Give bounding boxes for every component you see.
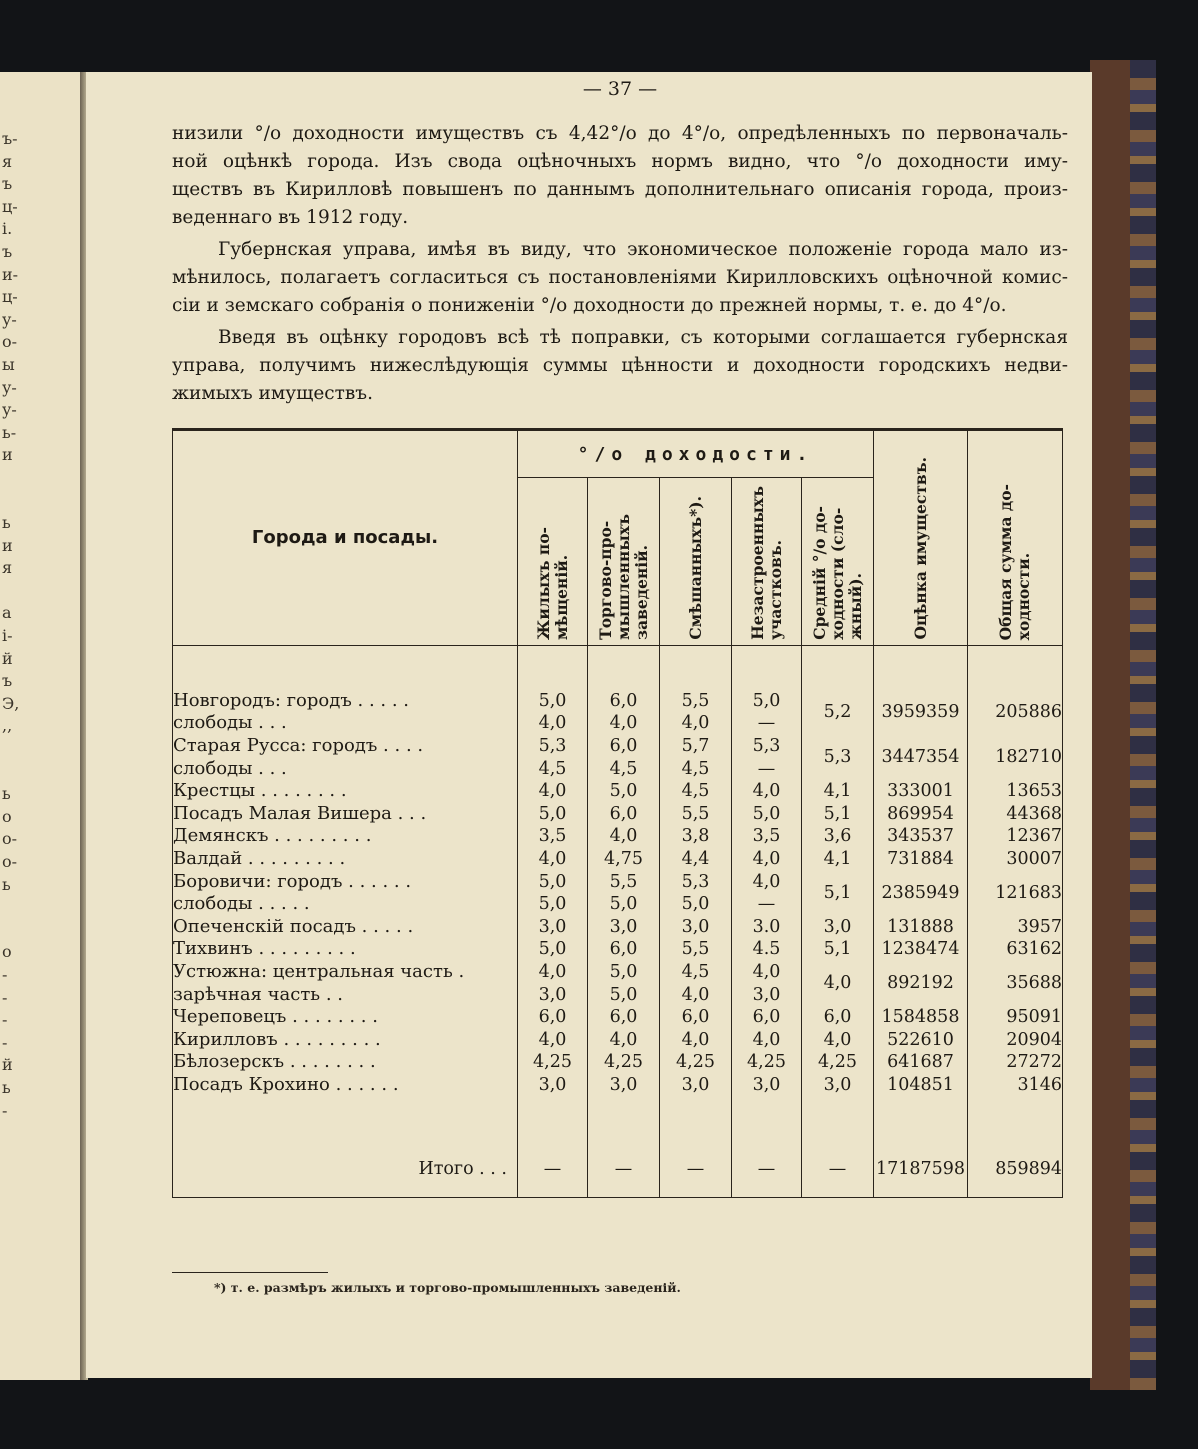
town-name: Демянскъ . . . . . . . . .	[173, 825, 518, 848]
percent-cell: 6,0	[732, 1006, 802, 1029]
average-cell: 3,0	[802, 916, 874, 939]
percent-cell: 4,0	[518, 712, 588, 735]
margin-fragment: ъ-	[2, 129, 18, 148]
estimate-cell: 3959359	[874, 690, 968, 735]
town-name: Посадъ Малая Вишера . . .	[173, 803, 518, 826]
table-row	[173, 848, 1063, 871]
margin-fragment: о	[2, 806, 12, 826]
margin-fragment: -	[2, 987, 8, 1007]
margin-fragment: у-	[2, 309, 17, 329]
percent-cell: 4,25	[732, 1051, 802, 1074]
percent-cell: 5,0	[518, 871, 588, 894]
percent-cell: 4,75	[588, 848, 660, 871]
table-row	[173, 1074, 1063, 1097]
estimate-cell: 731884	[874, 848, 968, 871]
margin-fragment: ъ	[2, 174, 13, 194]
percent-cell: 5,0	[588, 893, 660, 916]
average-cell: 5,1	[802, 871, 874, 916]
town-name: Опеченскій посадъ . . . . .	[173, 916, 518, 939]
percent-cell: 4,5	[660, 961, 732, 984]
total-income-cell: 205886	[968, 690, 1063, 735]
estimate-cell: 892192	[874, 961, 968, 1006]
margin-fragment: ц-	[2, 196, 18, 216]
percent-cell: 6,0	[588, 735, 660, 758]
header-estimate: Оцѣнка имуществъ.	[874, 430, 968, 646]
percent-cell: 4,0	[732, 961, 802, 984]
margin-fragment: ь	[2, 513, 11, 533]
footnote: *) т. е. размѣръ жилыхъ и торгово-промышленныхъ заведеній.	[214, 1280, 681, 1295]
margin-fragment: -	[2, 1100, 8, 1120]
average-cell: 3,0	[802, 1074, 874, 1097]
percent-cell: 3,0	[588, 1074, 660, 1097]
percent-cell: 4,0	[732, 848, 802, 871]
percent-cell: 4,4	[660, 848, 732, 871]
margin-fragment: я	[2, 151, 13, 171]
town-name: Посадъ Крохино . . . . . .	[173, 1074, 518, 1097]
percent-cell: 4,0	[660, 712, 732, 735]
estimate-cell: 641687	[874, 1051, 968, 1074]
average-cell: 4,1	[802, 848, 874, 871]
percent-cell: 6,0	[588, 690, 660, 713]
percent-cell: 5,3	[732, 735, 802, 758]
total-dash: —	[660, 1141, 732, 1198]
percent-cell: —	[732, 893, 802, 916]
margin-fragment: -	[2, 1010, 8, 1030]
percent-cell: 5,0	[732, 803, 802, 826]
percent-cell: 5,0	[588, 961, 660, 984]
table-row	[173, 690, 1063, 713]
paragraph-line: ществъ въ Кирилловѣ повышенъ по даннымъ дополнительнаго описанія города, произ-	[172, 179, 1068, 200]
header-mixed: Смѣшанныхъ*).	[660, 478, 732, 646]
margin-fragment: ,,	[2, 716, 13, 736]
percent-cell: 3,0	[518, 1074, 588, 1097]
percent-cell: 3,0	[732, 984, 802, 1007]
total-income-cell: 35688	[968, 961, 1063, 1006]
page-number: — 37 —	[582, 78, 658, 100]
table-row	[173, 916, 1063, 939]
town-name: Новгородъ: городъ . . . . .	[173, 690, 518, 713]
margin-fragment: -	[2, 964, 8, 984]
margin-fragment: ъ	[2, 671, 13, 691]
margin-fragment: й	[2, 1055, 13, 1075]
left-page-edge	[0, 72, 82, 1380]
margin-fragment: ь	[2, 1077, 11, 1097]
paragraph-3	[172, 324, 1068, 408]
estimate-cell: 869954	[874, 803, 968, 826]
percent-cell: 6,0	[660, 1006, 732, 1029]
percent-cell: 5,0	[588, 780, 660, 803]
paragraph-1	[172, 120, 1068, 232]
income-table	[172, 428, 1063, 1198]
percent-cell: 4,0	[518, 961, 588, 984]
percent-cell: 3,0	[660, 1074, 732, 1097]
table-row	[173, 1051, 1063, 1074]
percent-cell: 6,0	[588, 1006, 660, 1029]
total-income-cell: 3146	[968, 1074, 1063, 1097]
margin-fragment: і-	[2, 626, 13, 646]
margin-fragment	[2, 761, 22, 784]
percent-cell: 3,5	[518, 825, 588, 848]
margin-fragment: у-	[2, 400, 17, 420]
total-income-cell: 13653	[968, 780, 1063, 803]
percent-cell: 3,8	[660, 825, 732, 848]
percent-cell: 4,5	[660, 758, 732, 781]
average-cell: 6,0	[802, 1006, 874, 1029]
percent-cell: 5,0	[660, 893, 732, 916]
average-cell: 4,0	[802, 961, 874, 1006]
percent-cell: —	[732, 758, 802, 781]
margin-fragment: ц-	[2, 287, 18, 307]
average-cell: 4,0	[802, 1029, 874, 1052]
percent-cell: 4,0	[732, 1029, 802, 1052]
margin-fragment: а	[2, 603, 12, 623]
margin-fragment	[2, 919, 22, 942]
total-row	[173, 1141, 1063, 1198]
percent-cell: 4,0	[518, 848, 588, 871]
percent-cell: 6,0	[518, 1006, 588, 1029]
margin-fragment: ь	[2, 874, 11, 894]
paragraph-line: Введя въ оцѣнку городовъ всѣ тѣ поправки, съ которыми соглашается губернская	[218, 327, 1068, 348]
percent-cell: 4,0	[660, 984, 732, 1007]
percent-cell: 4,5	[518, 758, 588, 781]
left-page-margin-text	[2, 128, 22, 1122]
margin-fragment: й	[2, 648, 13, 668]
estimate-cell: 131888	[874, 916, 968, 939]
percent-cell: 5,5	[660, 803, 732, 826]
town-name: Устюжна: центральная часть .	[173, 961, 518, 984]
header-residential: Жилыхъ по- мѣщеній.	[518, 478, 588, 646]
total-income-cell: 3957	[968, 916, 1063, 939]
total-income-cell: 20904	[968, 1029, 1063, 1052]
margin-fragment: и	[2, 535, 13, 555]
margin-fragment	[2, 738, 22, 761]
margin-fragment	[2, 580, 22, 603]
estimate-cell: 104851	[874, 1074, 968, 1097]
margin-fragment: і.	[2, 219, 13, 239]
percent-cell: 4,0	[660, 1029, 732, 1052]
percent-cell: 4,0	[588, 1029, 660, 1052]
table-row	[173, 780, 1063, 803]
header-towns: Города и посады.	[173, 430, 518, 646]
total-dash: —	[588, 1141, 660, 1198]
average-cell: 4,1	[802, 780, 874, 803]
town-name: Кирилловъ . . . . . . . . .	[173, 1029, 518, 1052]
header-vacant: Незастроенныхъ участковъ.	[732, 478, 802, 646]
margin-fragment: о-	[2, 829, 18, 849]
percent-cell: 5,5	[660, 690, 732, 713]
estimate-cell: 1238474	[874, 938, 968, 961]
average-cell: 5,2	[802, 690, 874, 735]
percent-cell: 5,0	[518, 690, 588, 713]
table-row	[173, 938, 1063, 961]
percent-cell: 5,3	[518, 735, 588, 758]
percent-cell: 5,0	[518, 803, 588, 826]
percent-cell: 5,5	[660, 938, 732, 961]
percent-cell: 4,5	[660, 780, 732, 803]
estimate-cell: 1584858	[874, 1006, 968, 1029]
percent-cell: 4,0	[518, 780, 588, 803]
table-row	[173, 803, 1063, 826]
town-name: Валдай . . . . . . . . .	[173, 848, 518, 871]
percent-cell: 4.5	[732, 938, 802, 961]
margin-fragment: ъ	[2, 241, 13, 261]
percent-cell: 3,0	[518, 916, 588, 939]
percent-cell: 6,0	[588, 938, 660, 961]
table-row	[173, 1029, 1063, 1052]
town-name: слободы . . .	[173, 758, 518, 781]
paragraph-line: Губернская управа, имѣя въ виду, что экономическое положеніе города мало из-	[218, 239, 1068, 260]
margin-fragment: -	[2, 1032, 8, 1052]
percent-cell: 5,0	[518, 938, 588, 961]
paragraph-line: веденнаго въ 1912 году.	[172, 207, 409, 228]
margin-fragment: Э,	[2, 693, 20, 713]
percent-cell: 4,25	[518, 1051, 588, 1074]
paragraph-line: сіи и земскаго собранія о пониженіи °/о доходности до прежней нормы, т. е. до 4°/о.	[172, 295, 1007, 316]
paragraph-line: ной оцѣнкѣ города. Изъ свода оцѣночныхъ нормъ видно, что °/о доходности иму-	[172, 151, 1068, 172]
estimate-cell: 3447354	[874, 735, 968, 780]
total-dash: —	[732, 1141, 802, 1198]
header-commercial: Торгово-про- мышленныхъ заведеній.	[588, 478, 660, 646]
percent-cell: 3,0	[588, 916, 660, 939]
percent-cell: 6,0	[588, 803, 660, 826]
average-cell: 5,1	[802, 938, 874, 961]
town-name: слободы . . . . .	[173, 893, 518, 916]
town-name: зарѣчная часть . .	[173, 984, 518, 1007]
average-cell: 3,6	[802, 825, 874, 848]
percent-cell: 3,0	[732, 1074, 802, 1097]
estimate-cell: 2385949	[874, 871, 968, 916]
total-income-cell: 63162	[968, 938, 1063, 961]
town-name: Старая Русса: городъ . . . .	[173, 735, 518, 758]
percent-cell: 3,5	[732, 825, 802, 848]
percent-cell: 4,0	[588, 825, 660, 848]
percent-cell: 4,5	[588, 758, 660, 781]
percent-cell: 5,3	[660, 871, 732, 894]
town-name: Череповецъ . . . . . . . .	[173, 1006, 518, 1029]
paragraph-line: низили °/о доходности имуществъ съ 4,42°/о до 4°/о, опредѣленныхъ по первоначаль-	[172, 123, 1068, 144]
total-income-cell: 12367	[968, 825, 1063, 848]
margin-fragment	[2, 490, 22, 513]
total-income-cell: 30007	[968, 848, 1063, 871]
paragraph-2	[172, 236, 1068, 320]
table-row	[173, 735, 1063, 758]
total-dash: —	[518, 1141, 588, 1198]
total-income-cell: 44368	[968, 803, 1063, 826]
margin-fragment: о	[2, 942, 12, 962]
margin-fragment: ь-	[2, 422, 17, 442]
margin-fragment: я	[2, 558, 13, 578]
total-income-cell: 121683	[968, 871, 1063, 916]
header-income-percent: °/о доходости.	[518, 430, 874, 478]
percent-cell: 5,7	[660, 735, 732, 758]
table-row	[173, 871, 1063, 894]
percent-cell: 4,0	[588, 712, 660, 735]
table-row	[173, 825, 1063, 848]
total-dash: —	[802, 1141, 874, 1198]
total-income: 859894	[968, 1141, 1063, 1198]
total-income-cell: 27272	[968, 1051, 1063, 1074]
margin-fragment: о-	[2, 852, 18, 871]
percent-cell: 5,0	[732, 690, 802, 713]
town-name: слободы . . .	[173, 712, 518, 735]
margin-fragment: и-	[2, 264, 19, 284]
percent-cell: 4,0	[518, 1029, 588, 1052]
percent-cell: 5,0	[588, 984, 660, 1007]
margin-fragment: у-	[2, 377, 17, 397]
percent-cell: —	[732, 712, 802, 735]
town-name: Боровичи: городъ . . . . . .	[173, 871, 518, 894]
average-cell: 4,25	[802, 1051, 874, 1074]
header-average: Средній °/о до- ходности (сло- жный).	[802, 478, 874, 646]
table-row	[173, 1006, 1063, 1029]
total-estimate: 17187598	[874, 1141, 968, 1198]
total-income-cell: 95091	[968, 1006, 1063, 1029]
town-name: Крестцы . . . . . . . .	[173, 780, 518, 803]
margin-fragment	[2, 467, 22, 490]
town-name: Тихвинъ . . . . . . . . .	[173, 938, 518, 961]
total-income-cell: 182710	[968, 735, 1063, 780]
percent-cell: 3,0	[660, 916, 732, 939]
margin-fragment: о-	[2, 332, 18, 352]
average-cell: 5,1	[802, 803, 874, 826]
margin-fragment: ь	[2, 784, 11, 804]
margin-fragment: ы	[2, 354, 15, 374]
margin-fragment	[2, 896, 22, 919]
table-row	[173, 961, 1063, 984]
estimate-cell: 343537	[874, 825, 968, 848]
estimate-cell: 522610	[874, 1029, 968, 1052]
percent-cell: 4,25	[660, 1051, 732, 1074]
town-name: Бѣлозерскъ . . . . . . . .	[173, 1051, 518, 1074]
percent-cell: 4,0	[732, 780, 802, 803]
percent-cell: 4,0	[732, 871, 802, 894]
margin-fragment: и	[2, 445, 13, 465]
footnote-rule	[172, 1272, 328, 1273]
average-cell: 5,3	[802, 735, 874, 780]
estimate-cell: 333001	[874, 780, 968, 803]
paragraph-line: жимыхъ имуществъ.	[172, 383, 373, 404]
percent-cell: 5,0	[518, 893, 588, 916]
percent-cell: 4,25	[588, 1051, 660, 1074]
header-total-income: Общая сумма до- ходности.	[968, 430, 1063, 646]
percent-cell: 5,5	[588, 871, 660, 894]
percent-cell: 3,0	[518, 984, 588, 1007]
paragraph-line: управа, получимъ нижеслѣдующія суммы цѣнности и доходности городскихъ недви-	[172, 355, 1068, 376]
paragraph-line: мѣнилось, полагаетъ согласиться съ постановленіями Кирилловскихъ оцѣночной комис-	[172, 267, 1068, 288]
book-spine	[1130, 60, 1156, 1390]
percent-cell: 3.0	[732, 916, 802, 939]
total-label: Итого . . .	[173, 1141, 518, 1198]
